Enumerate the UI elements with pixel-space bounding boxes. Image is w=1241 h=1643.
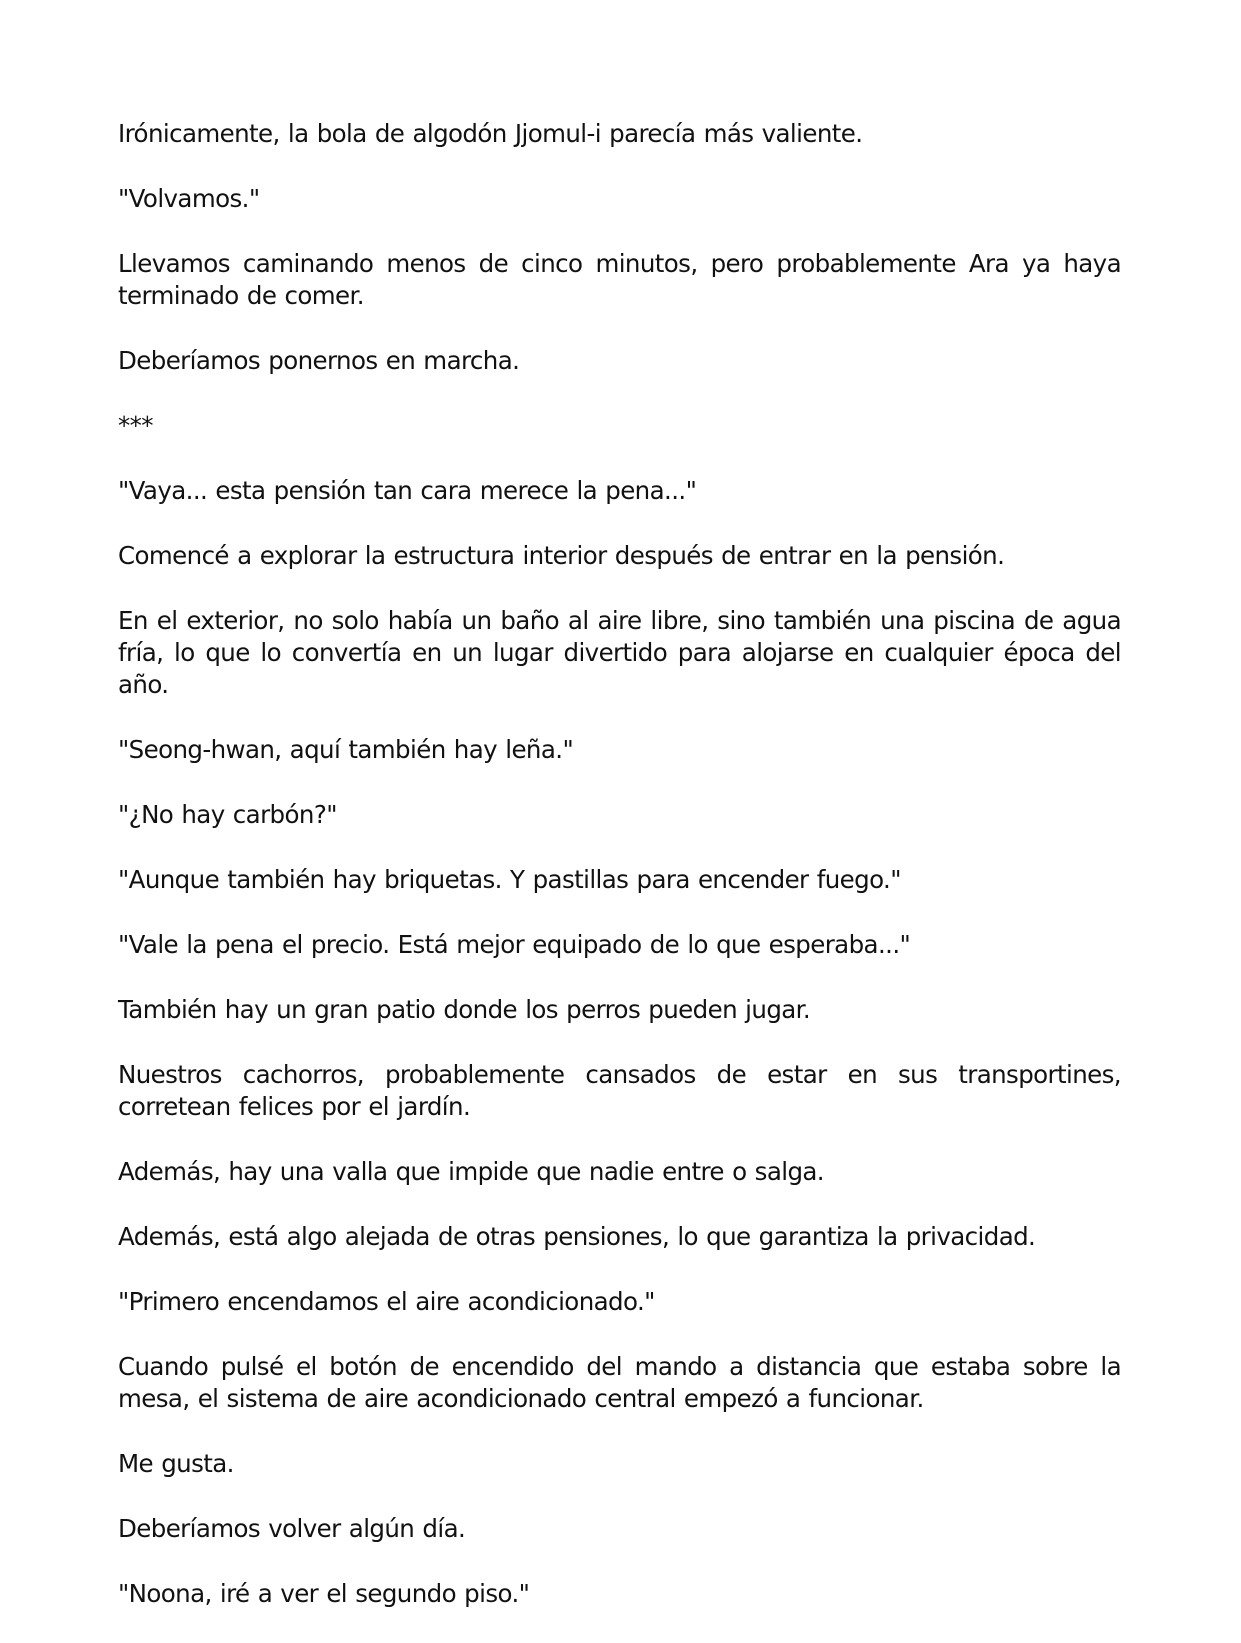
paragraph: Además, está algo alejada de otras pensiones, lo que garantiza la privacidad. [118,1222,1036,1251]
paragraph: "Seong-hwan, aquí también hay leña." [118,735,574,764]
paragraph: Llevamos caminando menos de cinco minutos, pero probablemente Ara ya haya terminado de comer. [118,249,1121,310]
section-separator: *** [118,411,153,440]
paragraph: Comencé a explorar la estructura interior después de entrar en la pensión. [118,541,1005,570]
paragraph: "¿No hay carbón?" [118,800,337,829]
paragraph: "Vale la pena el precio. Está mejor equipado de lo que esperaba..." [118,930,911,959]
paragraph: Además, hay una valla que impide que nadie entre o salga. [118,1157,824,1186]
paragraph: También hay un gran patio donde los perros pueden jugar. [118,995,811,1024]
paragraph: Irónicamente, la bola de algodón Jjomul-i parecía más valiente. [118,119,863,148]
paragraph: "Primero encendamos el aire acondicionado." [118,1287,655,1316]
paragraph: "Noona, iré a ver el segundo piso." [118,1579,530,1608]
paragraph: "Volvamos." [118,184,260,213]
paragraph: "Vaya... esta pensión tan cara merece la pena..." [118,476,697,505]
paragraph: Deberíamos ponernos en marcha. [118,346,520,375]
paragraph: Nuestros cachorros, probablemente cansados de estar en sus transportines, corretean felices por el jardín. [118,1060,1121,1121]
paragraph: Cuando pulsé el botón de encendido del mando a distancia que estaba sobre la mesa, el sistema de aire acondicionado central empezó a funcionar. [118,1352,1121,1413]
paragraph: En el exterior, no solo había un baño al aire libre, sino también una piscina de agua fría, lo que lo convertía en un lugar divertido para alojarse en cualquier época del año. [118,606,1121,699]
paragraph: Deberíamos volver algún día. [118,1514,466,1543]
paragraph: Me gusta. [118,1449,234,1478]
paragraph: "Aunque también hay briquetas. Y pastillas para encender fuego." [118,865,901,894]
document-page [118,118,1121,1643]
